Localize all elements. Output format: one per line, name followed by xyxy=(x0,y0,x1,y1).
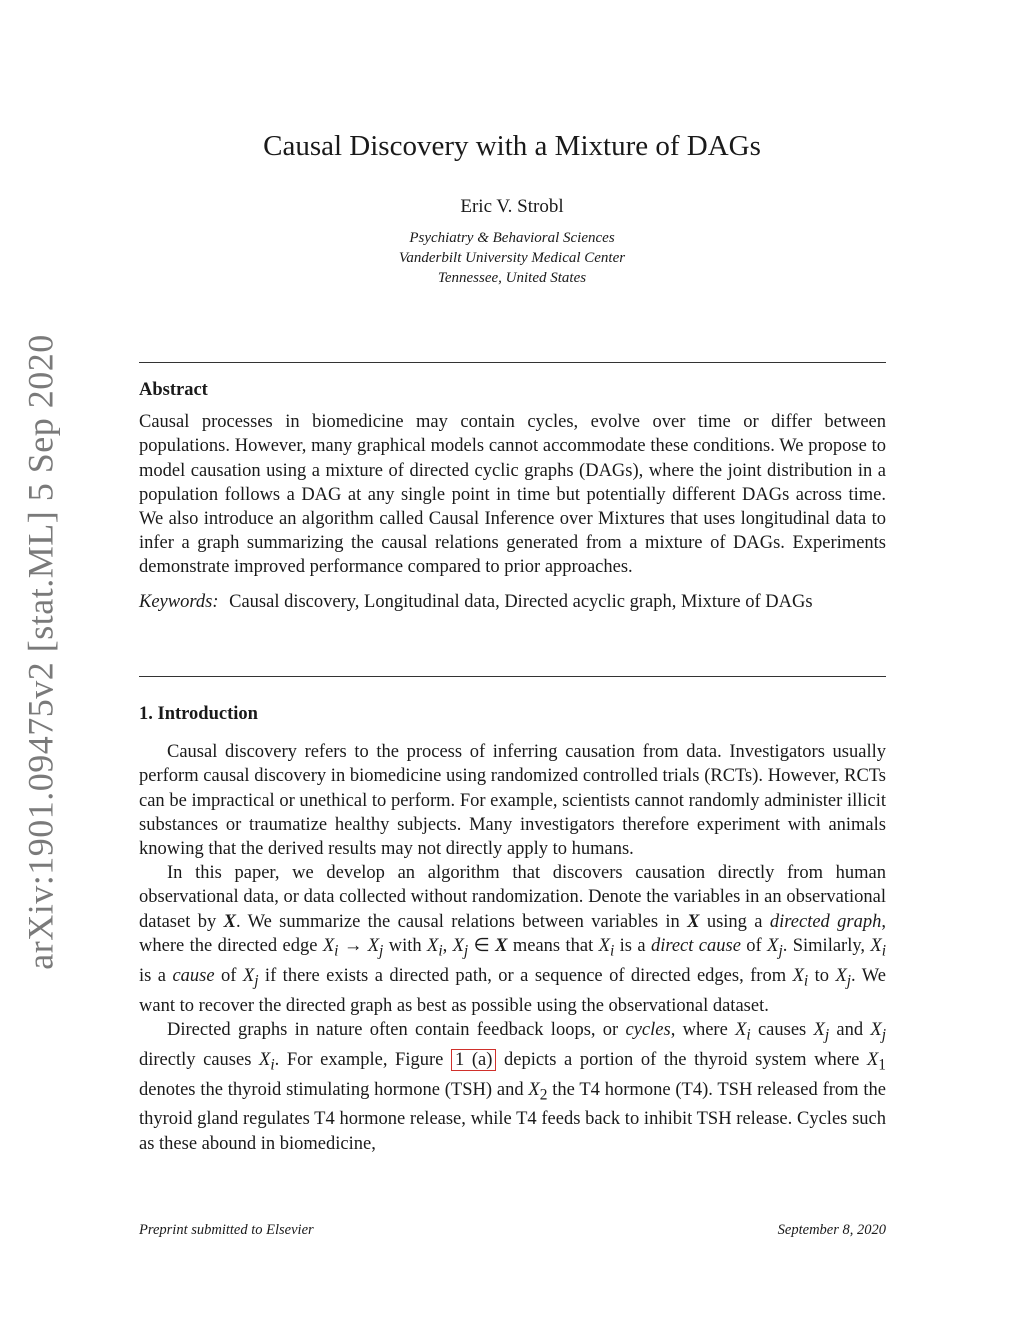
footer-left: Preprint submitted to Elsevier xyxy=(139,1222,314,1238)
footer-date: September 8, 2020 xyxy=(777,1222,886,1238)
paper-title: Causal Discovery with a Mixture of DAGs xyxy=(263,130,761,162)
section-heading: 1. Introduction xyxy=(139,704,258,724)
abstract-top-rule xyxy=(139,362,886,363)
page-footer xyxy=(139,1222,886,1239)
introduction-section xyxy=(139,702,886,1156)
intro-paragraph-3: Directed graphs in nature often contain feedback loops, or cycles, where $X_i$ causes $X_j$ and $X_j$ directly causes $X_i$. For example, Figure 1 (a) depicts a portion of the thyroid system where $X_1$ denotes the thyroid stimulating hormone (TSH) and $X_2$ the T4 hormone (T4). TSH released from the thyroid gland regulates T4 hormone release, while T4 feeds back to inhibit TSH release. Cycles such as these abound in biomedicine, xyxy=(139,1019,886,1154)
affiliation-line: Tennessee, United States xyxy=(437,270,587,286)
abstract-text: Causal processes in biomedicine may contain cycles, evolve over time or differ between populations. However, many graphical models cannot accommodate these conditions. We propose to model causation using a mixture of directed cyclic graphs (DAGs), where the joint distribution in a population follows a DAG at any single point in time but potentially different DAGs across time. We also introduce an algorithm called Causal Inference over Mixtures that uses longitudinal data to infer a graph summarizing the causal relations generated from a mixture of DAGs. Experiments demonstrate improved performance compared to prior approaches. xyxy=(139,412,886,578)
arxiv-identifier: arXiv:1901.09475v2 [stat.ML] 5 Sep 2020 xyxy=(21,334,61,970)
author-name: Eric V. Strobl xyxy=(460,196,564,217)
keywords-label: Keywords: xyxy=(139,591,219,612)
affiliation-line: Psychiatry & Behavioral Sciences xyxy=(409,230,615,246)
affiliation-line: Vanderbilt University Medical Center xyxy=(398,250,626,266)
abstract-heading: Abstract xyxy=(139,380,208,400)
keywords-text: Causal discovery, Longitudinal data, Directed acyclic graph, Mixture of DAGs xyxy=(229,591,813,612)
abstract-bottom-rule xyxy=(139,676,886,677)
intro-paragraph-1: Causal discovery refers to the process of inferring causation from data. Investigators usually perform causal discovery in biomedicine using randomized controlled trials (RCTs). However, RCTs can be impractical or unethical to perform. For example, scientists cannot randomly administer illicit substances or traumatize healthy subjects. Many investigators therefore experiment with animals knowing that the derived results may not directly apply to humans. xyxy=(139,742,886,860)
abstract-block xyxy=(139,378,886,614)
arxiv-stamp xyxy=(16,334,66,970)
intro-paragraph-2: In this paper, we develop an algorithm that discovers causation directly from human observational data, or data collected without randomization. Denote the variables in an observational dataset by X. We summarize the causal relations between variables in X using a directed graph, where the directed edge $X_i \to X_j$ with $X_i$, $X_j$ ∈ X means that $X_i$ is a direct cause of $X_j$. Similarly, $X_i$ is a cause of $X_j$ if there exists a directed path, or a sequence of directed edges, from $X_i$ to $X_j$. We want to recover the directed graph as best as possible using the observational dataset. xyxy=(139,863,886,1016)
keywords xyxy=(139,590,886,614)
affiliation xyxy=(0,228,1024,288)
figure-reference-link[interactable]: 1 (a) xyxy=(451,1049,496,1071)
